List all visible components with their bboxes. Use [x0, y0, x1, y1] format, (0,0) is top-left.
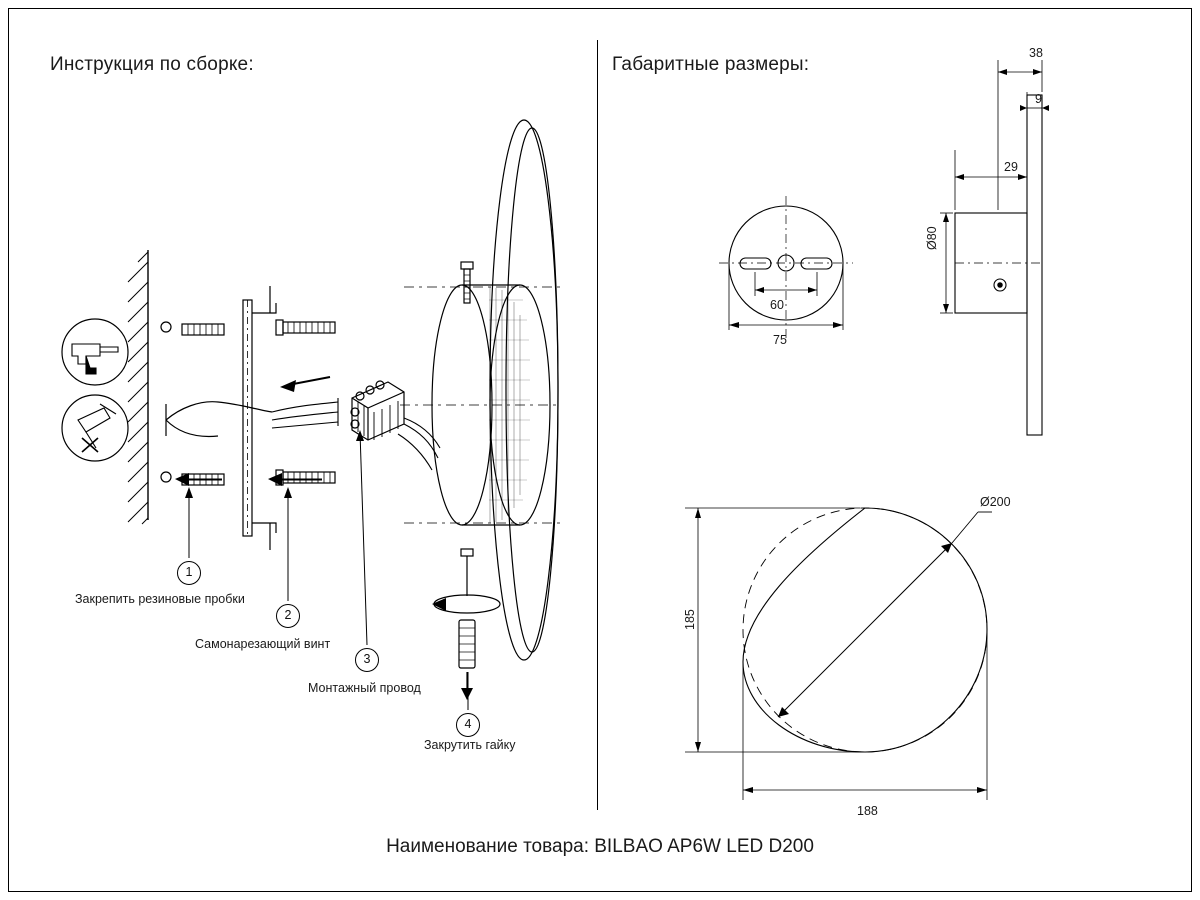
callout-number-3: 3 [355, 648, 379, 672]
dimension-label-plate-thickness: 9 [1035, 92, 1042, 106]
dimension-label-mount-holes-spacing: 60 [770, 298, 784, 312]
product-name-label: Наименование товара: BILBAO AP6W LED D200 [386, 836, 814, 857]
dimension-label-width: 188 [857, 804, 878, 818]
dimension-label-bracket-depth: 29 [1004, 160, 1018, 174]
dimension-label-depth-total: 38 [1029, 46, 1043, 60]
dimension-label-base-diameter: Ø80 [925, 226, 939, 250]
dimension-label-base-width: 75 [773, 333, 787, 347]
callout-number-2: 2 [276, 604, 300, 628]
assembly-drawing [0, 0, 600, 830]
dimensions-section-title: Габаритные размеры: [612, 54, 810, 75]
callout-number-4: 4 [456, 713, 480, 737]
dimension-label-shade-diameter: Ø200 [980, 495, 1011, 509]
step-caption-4: Закрутить гайку [424, 738, 516, 752]
step-caption-1: Закрепить резиновые пробки [75, 592, 245, 606]
step-caption-2: Самонарезающий винт [195, 637, 331, 651]
callout-number-1: 1 [177, 561, 201, 585]
dimension-drawings [600, 0, 1200, 830]
assembly-section-title: Инструкция по сборке: [50, 54, 254, 75]
step-caption-3: Монтажный провод [308, 681, 421, 695]
dimension-label-height: 185 [683, 609, 697, 630]
